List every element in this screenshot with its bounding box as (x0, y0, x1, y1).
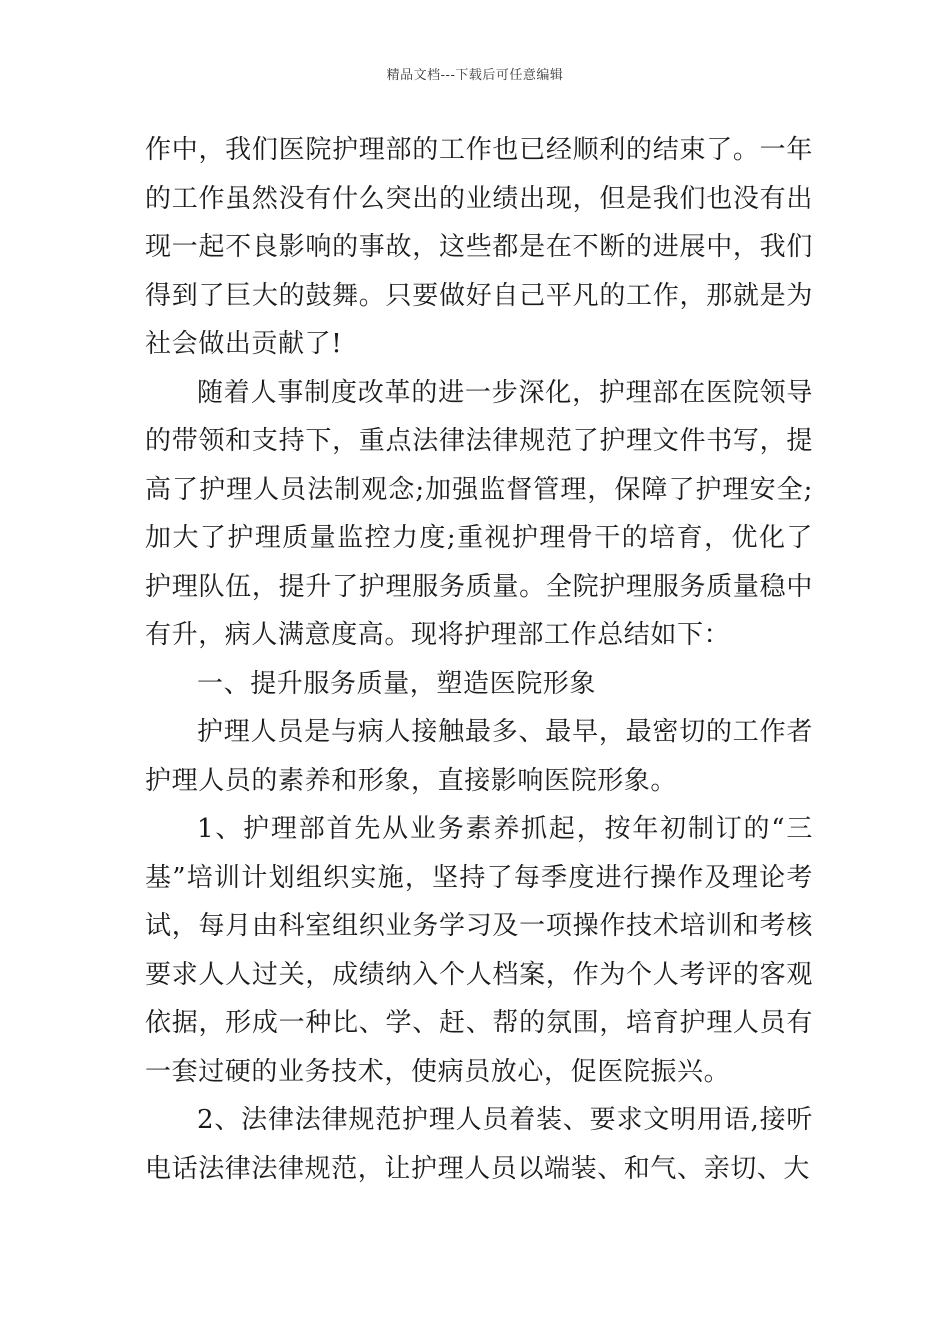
list-item: 2、法律法律规范护理人员着装、要求文明用语,接听电话法律法律规范，让护理人员以端装、和气、亲切、大 (145, 1105, 813, 1184)
list-item: 1、护理部首先从业务素养抓起，按年初制订的“三基”培训计划组织实施，坚持了每季度进行操作及理论考试，每月由科室组织业务学习及一项操作技术培训和考核要求人人过关，成绩纳入个人档案，作为个人考评的客观依据，形成一种比、学、赶、帮的氛围，培育护理人员有一套过硬的业务技术，使病员放心，促医院振兴。 (145, 814, 813, 1087)
section-heading: 一、提升服务质量，塑造医院形象 (197, 668, 597, 699)
paragraph-continuation: 作中，我们医院护理部的工作也已经顺利的结束了。一年的工作虽然没有什么突出的业绩出现，但是我们也没有出现一起不良影响的事故，这些都是在不断的进展中，我们得到了巨大的鼓舞。只要做好自己平凡的工作，那就是为社会做出贡献了! (145, 135, 813, 359)
paragraph: 护理人员是与病人接触最多、最早，最密切的工作者护理人员的素养和形象，直接影响医院形象。 (145, 717, 813, 796)
document-body (145, 126, 813, 1193)
paragraph-intro: 随着人事制度改革的进一步深化，护理部在医院领导的带领和支持下，重点法律法律规范了护理文件书写，提高了护理人员法制观念;加强监督管理，保障了护理安全;加大了护理质量监控力度;重视护理骨干的培育，优化了护理队伍，提升了护理服务质量。全院护理服务质量稳中有升，病人满意度高。现将护理部工作总结如下： (145, 377, 813, 650)
page-header: 精品文档---下载后可任意编辑 (386, 68, 564, 83)
